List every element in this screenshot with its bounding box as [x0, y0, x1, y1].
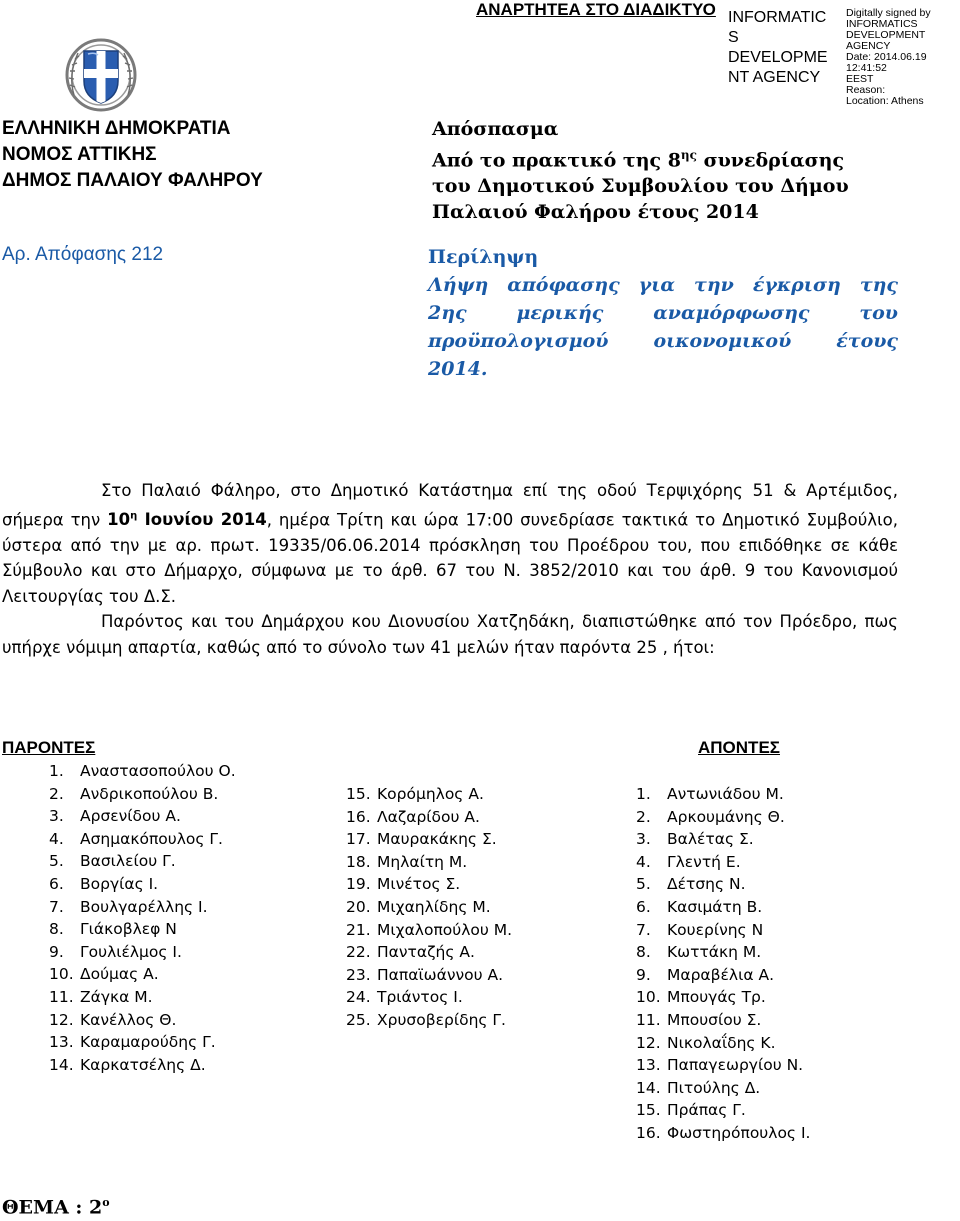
summary-line: Λήψη απόφασης για την έγκριση της [428, 274, 898, 296]
member-list-item [346, 896, 512, 919]
member-name: Αντωνιάδου Μ. [667, 785, 784, 803]
member-list-item [49, 963, 236, 986]
member-name: Βουλγαρέλλης Ι. [80, 897, 208, 916]
member-name: Ζάγκα Μ. [80, 987, 153, 1006]
member-list-item [636, 1009, 810, 1032]
member-name: Χρυσοβερίδης Γ. [377, 1010, 506, 1029]
signature-meta-line: Date: 2014.06.19 12:41:52 [846, 51, 927, 74]
member-name: Παπαγεωργίου Ν. [667, 1056, 804, 1075]
member-list-item [49, 941, 236, 964]
member-name: Ασημακόπουλος Γ. [80, 829, 223, 848]
member-number: 20. [346, 897, 371, 916]
signature-meta-line: Digitally signed by [846, 7, 931, 19]
org-line: ΝΟΜΟΣ ΑΤΤΙΚΗΣ [2, 144, 157, 165]
member-number: 10. [636, 988, 661, 1007]
member-number: 21. [346, 920, 371, 939]
digital-signature-details [846, 8, 960, 107]
member-list-item [346, 873, 512, 896]
member-name: Μπουγάς Τρ. [667, 988, 766, 1007]
member-list-item [49, 805, 236, 828]
member-name: Γιάκοβλεφ Ν [80, 920, 177, 939]
member-name: Δούμας Α. [80, 965, 159, 984]
member-number: 12. [49, 1010, 74, 1029]
member-list-item [636, 964, 810, 987]
present-header: ΠΑΡΟΝΤΕΣ [2, 738, 96, 757]
member-number: 8. [636, 943, 651, 962]
member-number: 13. [49, 1033, 74, 1052]
member-number: 1. [49, 762, 64, 780]
member-name: Μπουσίου Σ. [667, 1010, 762, 1029]
member-number: 9. [49, 942, 64, 961]
member-list-item [636, 828, 810, 851]
member-number: 16. [636, 1123, 661, 1142]
member-name: Μηλαίτη Μ. [377, 852, 468, 871]
member-list-item [49, 850, 236, 873]
member-list-item [636, 1099, 810, 1122]
member-name: Μαραβέλια Α. [667, 965, 775, 984]
member-number: 14. [636, 1078, 661, 1097]
member-name: Ανδρικοπούλου Β. [80, 784, 219, 803]
member-number: 6. [636, 897, 651, 916]
member-list-item [49, 1031, 236, 1054]
member-name: Καρκατσέλης Δ. [80, 1055, 206, 1074]
absent-list [636, 783, 810, 1145]
member-name: Παπαϊωάννου Α. [377, 965, 504, 984]
org-line: ΕΛΛΗΝΙΚΗ ΔΗΜΟΚΡΑΤΙΑ [2, 118, 231, 139]
summary-line: προϋπολογισμού οικονομικού έτους [428, 330, 898, 352]
member-number: 4. [49, 829, 64, 848]
member-list-item [636, 986, 810, 1009]
member-number: 7. [49, 897, 64, 916]
member-number: 11. [49, 987, 74, 1006]
minutes-body [2, 478, 898, 660]
member-number: 7. [636, 920, 651, 939]
member-name: Αρσενίδου Α. [80, 807, 181, 826]
member-list-item [636, 941, 810, 964]
member-number: 16. [346, 807, 371, 826]
member-number: 19. [346, 875, 371, 894]
signature-meta-line: Location: Athens [846, 95, 924, 107]
member-name: Πράπας Γ. [667, 1101, 746, 1120]
member-list-item [49, 918, 236, 941]
member-name: Βασιλείου Γ. [80, 852, 176, 871]
decision-number: Αρ. Απόφασης 212 [2, 244, 164, 265]
member-number: 2. [636, 807, 651, 826]
body-paragraph: Παρόντος και του Δημάρχου κου Διονυσίου Χατζηδάκη, διαπιστώθηκε από τον Πρόεδρο, πως υπήρχε νόμιμη απαρτία, καθώς από το σύνολο των 41 μελών ήταν παρόντα 25 , ήτοι: [2, 612, 898, 657]
member-list-item [636, 873, 810, 896]
member-number: 6. [49, 874, 64, 893]
member-name: Λαζαρίδου Α. [377, 807, 480, 826]
member-number: 8. [49, 920, 64, 939]
member-number: 11. [636, 1010, 661, 1029]
agenda-item-title: ΘΕΜΑ : $2^o$ [2, 1196, 110, 1219]
member-number: 5. [636, 875, 651, 894]
member-name: Κουερίνης Ν [667, 920, 764, 939]
member-number: 1. [636, 785, 651, 803]
member-list-item [636, 806, 810, 829]
member-number: 4. [636, 852, 651, 871]
member-list-item [346, 964, 512, 987]
member-list-item [636, 783, 810, 806]
extract-line: Από το πρακτικό της $8^{\eta\varsigma}$ συνεδρίασης [432, 148, 845, 172]
extract-line: του Δημοτικού Συμβουλίου του Δήμου [432, 175, 849, 198]
digital-signature-signer [728, 8, 848, 88]
member-number: 13. [636, 1056, 661, 1075]
member-list-item [636, 896, 810, 919]
member-list-item [49, 1009, 236, 1032]
member-name: Νικολαΐδης Κ. [667, 1033, 776, 1052]
member-number: 14. [49, 1055, 74, 1074]
member-list-item [636, 1032, 810, 1055]
member-list-item [346, 986, 512, 1009]
member-name: Πανταζής Α. [377, 943, 475, 962]
signature-meta-line: Reason: [846, 84, 886, 96]
member-name: Γλεντή Ε. [667, 852, 741, 871]
member-number: 25. [346, 1010, 371, 1029]
member-name: Μινέτος Σ. [377, 875, 461, 894]
member-name: Κωττάκη Μ. [667, 943, 762, 962]
publication-banner: ΑΝΑΡΤΗΤΕΑ ΣΤΟ ΔΙΑΔΙΚΤΥΟ [476, 0, 716, 19]
signer-line: NT AGENCY [728, 69, 821, 86]
member-name: Τριάντος Ι. [377, 988, 463, 1007]
member-name: Κασιμάτη Β. [667, 897, 763, 916]
member-number: 12. [636, 1033, 661, 1052]
member-number: 15. [636, 1101, 661, 1120]
member-name: Δέτσης Ν. [667, 875, 746, 894]
member-name: Καραμαρούδης Γ. [80, 1033, 216, 1052]
signature-meta-line: DEVELOPMENT AGENCY [846, 29, 926, 52]
signer-line: S [728, 29, 739, 46]
member-name: Αναστασοπούλου Ο. [80, 762, 236, 780]
extract-line: Παλαιού Φαλήρου έτους 2014 [432, 201, 759, 224]
member-number: 5. [49, 852, 64, 871]
member-number: 24. [346, 988, 371, 1007]
member-number: 17. [346, 830, 371, 849]
extract-line: Απόσπασμα [432, 118, 559, 140]
member-number: 22. [346, 943, 371, 962]
member-list-item [636, 1077, 810, 1100]
member-name: Μιχαλοπούλου Μ. [377, 920, 513, 939]
member-list-item [346, 941, 512, 964]
body-paragraph: Στο Παλαιό Φάληρο, στο Δημοτικό Κατάστημα επί της οδού Τερψιχόρης 51 & Αρτέμιδος, σήμερα την $10^\eta$ Ιουνίου 2014, ημέρα Τρίτη και ώρα 17:00 συνεδρίασε τακτικά το Δημοτικό Συμβούλιο, ύστερα από την με αρ. πρωτ. 19335/06.06.2014 πρόσκληση του Προέδρου του, που επιδόθηκε σε κάθε Σύμβουλο και στο Δήμαρχο, σύμφωνα με το άρθ. 67 του Ν. 3852/2010 και του άρθ. 9 του Κανονισμού Λειτουργίας του Δ.Σ. [2, 481, 898, 606]
member-number: 10. [49, 965, 74, 984]
member-list-item [346, 806, 512, 829]
organization-header [2, 116, 263, 194]
member-list-item [346, 828, 512, 851]
member-list-item [636, 1054, 810, 1077]
signature-meta-line: EEST [846, 73, 874, 85]
absent-header: ΑΠΟΝΤΕΣ [698, 738, 780, 757]
member-list-item [636, 1122, 810, 1145]
signer-line: INFORMATIC [728, 9, 827, 26]
member-list-item [346, 783, 512, 806]
member-number: 3. [49, 807, 64, 826]
member-list-item [636, 851, 810, 874]
present-list-2 [346, 783, 512, 1032]
summary-line: 2014. [428, 358, 488, 380]
member-name: Φωστηρόπουλος Ι. [667, 1123, 811, 1142]
member-name: Βοργίας Ι. [80, 874, 159, 893]
present-list-1 [49, 760, 236, 1076]
member-number: 9. [636, 965, 651, 984]
member-number: 2. [49, 784, 64, 803]
member-list-item [49, 783, 236, 806]
summary-line: 2ης μερικής αναμόρφωσης του [428, 302, 898, 324]
member-list-item [49, 828, 236, 851]
member-name: Μαυρακάκης Σ. [377, 830, 497, 849]
member-list-item [49, 986, 236, 1009]
member-list-item [636, 919, 810, 942]
member-list-item [49, 896, 236, 919]
member-number: 23. [346, 965, 371, 984]
member-list-item [346, 851, 512, 874]
member-list-item [49, 873, 236, 896]
signature-meta-line: INFORMATICS [846, 18, 918, 30]
member-name: Αρκουμάνης Θ. [667, 807, 785, 826]
signer-line: DEVELOPME [728, 49, 828, 66]
summary-label: Περίληψη [428, 246, 539, 268]
greek-coat-of-arms-icon [64, 37, 138, 113]
member-name: Βαλέτας Σ. [667, 830, 754, 849]
member-list-item [346, 919, 512, 942]
member-name: Κορόμηλος Α. [377, 785, 484, 803]
summary-block [428, 243, 898, 383]
member-list-item [49, 760, 236, 783]
extract-title [432, 116, 849, 225]
member-number: 18. [346, 852, 371, 871]
member-name: Πιτούλης Δ. [667, 1078, 761, 1097]
member-name: Γουλιέλμος Ι. [80, 942, 182, 961]
member-list-item [49, 1054, 236, 1077]
member-name: Κανέλλος Θ. [80, 1010, 177, 1029]
org-line: ΔΗΜΟΣ ΠΑΛΑΙΟΥ ΦΑΛΗΡΟΥ [2, 170, 263, 191]
member-number: 3. [636, 830, 651, 849]
member-list-item [346, 1009, 512, 1032]
member-number: 15. [346, 785, 371, 803]
member-name: Μιχαηλίδης Μ. [377, 897, 491, 916]
